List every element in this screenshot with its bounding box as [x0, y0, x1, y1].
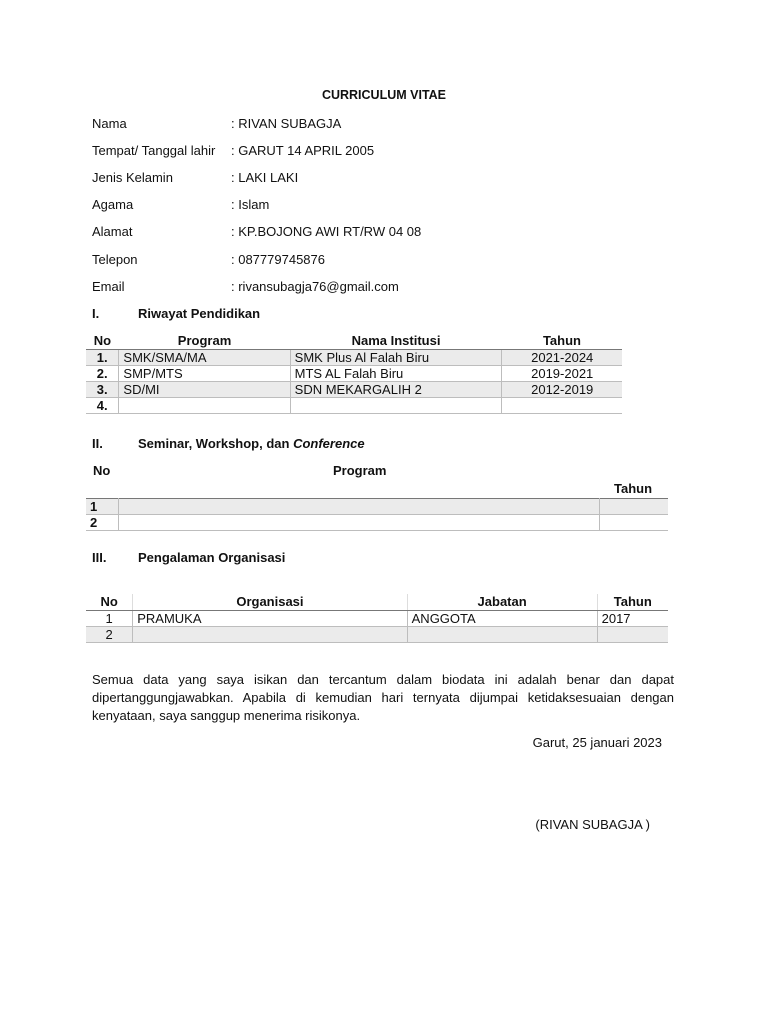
table-header: Program: [119, 333, 290, 350]
section-title-organization: Pengalaman Organisasi: [138, 550, 286, 565]
bio-value-email: : rivansubagja76@gmail.com: [231, 279, 399, 294]
table-row: [86, 382, 622, 398]
table-header: Nama Institusi: [290, 333, 502, 350]
bio-label-religion: Agama: [92, 197, 134, 212]
section-title-seminar-plain: Seminar, Workshop, dan: [138, 436, 294, 451]
bio-label-birth: Tempat/ Tanggal lahir: [92, 143, 216, 158]
table-cell: 1: [86, 611, 133, 627]
table-cell: 2019-2021: [502, 366, 622, 382]
table-cell: [407, 627, 597, 643]
table-row: [86, 627, 668, 643]
document-title: CURRICULUM VITAE: [321, 88, 447, 102]
table-cell: [119, 398, 290, 414]
bio-label-phone: Telepon: [92, 252, 138, 267]
table-cell: 2017: [597, 611, 668, 627]
table-row: [86, 366, 622, 382]
table-cell: 1: [86, 499, 119, 515]
table-cell: 2: [86, 515, 119, 531]
section-title-seminar-italic: Conference: [293, 436, 365, 451]
table-row: [86, 611, 668, 627]
table-cell: [600, 515, 669, 531]
organization-table: [86, 594, 668, 643]
table-row: [86, 499, 668, 515]
statement-paragraph: Semua data yang saya isikan dan tercantum dalam biodata ini adalah benar dan dapat dipertanggungjawabkan. Apabila di kemudian hari ternyata dijumpai ketidaksesuaian dengan kenyataan, saya sanggup menerima risikonya.: [92, 672, 674, 723]
table-cell: [597, 627, 668, 643]
seminar-header-program: Program: [333, 463, 387, 478]
education-table: [86, 333, 622, 414]
table-cell: ANGGOTA: [407, 611, 597, 627]
table-cell: 3.: [86, 382, 119, 398]
bio-label-gender: Jenis Kelamin: [92, 170, 173, 185]
table-cell: SMK Plus Al Falah Biru: [290, 350, 502, 366]
table-cell: [119, 515, 600, 531]
table-header-row: [86, 594, 668, 611]
table-cell: 2012-2019: [502, 382, 622, 398]
table-cell: PRAMUKA: [133, 611, 407, 627]
table-cell: [502, 398, 622, 414]
signature-name: (RIVAN SUBAGJA ): [535, 817, 650, 832]
table-cell: MTS AL Falah Biru: [290, 366, 502, 382]
bio-label-email: Email: [92, 279, 125, 294]
bio-value-name: : RIVAN SUBAGJA: [231, 116, 342, 131]
table-header: Organisasi: [133, 594, 407, 611]
table-header: No: [86, 333, 119, 350]
table-cell: [119, 499, 600, 515]
table-cell: SMP/MTS: [119, 366, 290, 382]
table-cell: 2: [86, 627, 133, 643]
bio-value-phone: : 087779745876: [231, 252, 325, 267]
table-cell: [600, 499, 669, 515]
bio-label-address: Alamat: [92, 224, 133, 239]
table-header: Tahun: [502, 333, 622, 350]
seminar-header-tahun: Tahun: [614, 481, 653, 496]
table-cell: [290, 398, 502, 414]
seminar-table: [86, 498, 668, 531]
bio-value-religion: : Islam: [231, 197, 270, 212]
table-header-row: [86, 333, 622, 350]
table-cell: 2.: [86, 366, 119, 382]
table-row: [86, 350, 622, 366]
table-cell: SMK/SMA/MA: [119, 350, 290, 366]
section-title-seminar: [138, 436, 365, 451]
section-title-education: Riwayat Pendidikan: [138, 306, 261, 321]
table-header: Tahun: [597, 594, 668, 611]
section-number-education: I.: [92, 306, 100, 321]
bio-value-address: : KP.BOJONG AWI RT/RW 04 08: [231, 224, 422, 239]
section-number-seminar: II.: [92, 436, 103, 451]
table-cell: [133, 627, 407, 643]
place-date: Garut, 25 januari 2023: [532, 735, 662, 750]
section-number-organization: III.: [92, 550, 107, 565]
table-cell: SD/MI: [119, 382, 290, 398]
bio-value-gender: : LAKI LAKI: [231, 170, 299, 185]
seminar-header-no: No: [93, 463, 111, 478]
bio-label-name: Nama: [92, 116, 127, 131]
table-cell: 2021-2024: [502, 350, 622, 366]
bio-value-birth: : GARUT 14 APRIL 2005: [231, 143, 375, 158]
table-header: No: [86, 594, 133, 611]
table-cell: SDN MEKARGALIH 2: [290, 382, 502, 398]
table-cell: 4.: [86, 398, 119, 414]
table-row: [86, 515, 668, 531]
table-row: [86, 398, 622, 414]
table-header: Jabatan: [407, 594, 597, 611]
table-cell: 1.: [86, 350, 119, 366]
